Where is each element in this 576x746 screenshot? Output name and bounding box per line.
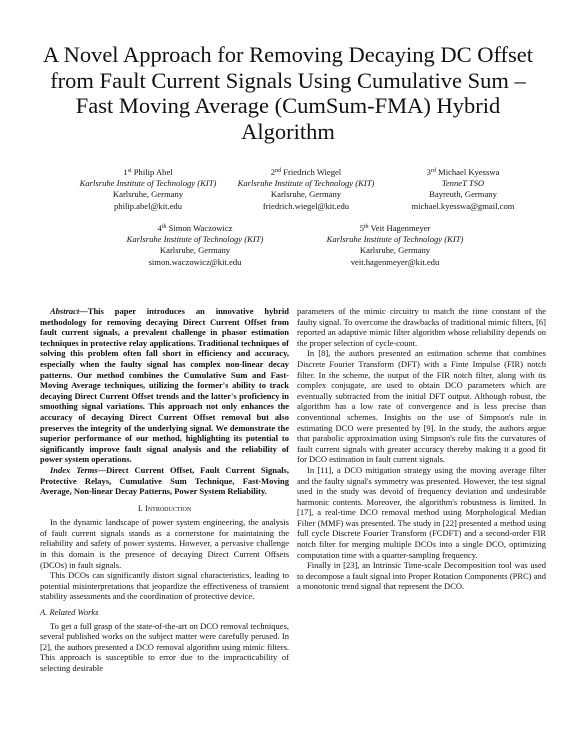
abstract-lead: Abstract [50,306,80,316]
author-location: Bayreuth, Germany [429,189,497,200]
left-column [40,306,289,674]
intro-paragraph-2: This DCOs can significantly distort signal characteristics, leading to potential misinterpretations that jeopardize the effectiveness of transient stability assessments and the coordination of protective device. [40,570,289,602]
author-affiliation: Karlsruhe Institute of Technology (KIT) [79,178,217,189]
abstract-text: —This paper introduces an innovative hybrid methodology for removing decaying Direct Current Offset from fault current signals, a prevalent challenge in phasor estimation techniques in protective relay applications. Traditional techniques of solving this problem often fall short in efficiency and accuracy, especially when the faulty signal has complex non-linear decay patterns. Our method combines the Cumulative Sum and Fast-Moving Average techniques, utilizing the former's ability to track decaying Direct Current Offset trends and the latter's proficiency in smoothing signal variations. This approach not only enhances the accuracy of decaying Direct Current Offset removal but also preserves the integrity of the underlying signal. We demonstrate the superior performance of our method, highlighting its potential to significantly improve fault signal analysis and the reliability of power system operations. [40,306,289,465]
right-paragraph-2: In [8], the authors presented an estimation scheme that combines Discrete Fourier Transform (DFT) with a Finte Impulse (FIR) notch filter. In the scheme, the output of the FIR notch filter, along with its complex conjugate, are used to obtain DCO parameters which are eventually subtracted from the initial DFT output. Although robust, the algorithm has a low rate of convergence and is less precise than conventional schemes. Insights on the use of Simpson's rule in estimating DCO were presented by [9]. In the study, the authors argue that parabolic approximation using Simpson's rule fits the curvatures of fault current signals with greater accuracy thereby making it a good fit for DCO estimation in fault current signals. [297,348,546,465]
right-paragraph-3: In [11], a DCO mitigation strategy using the moving average filter and the faulty signal's symmetry was presented. However, the test signal used in the study was devoid of frequency deviation and undesirable harmonic contents. Moreover, the algorithm's robustness is limited. In [17], a real-time DCO removal method using Morphological Median Filter (MMF) was presented. The study in [22] presented a method using full cycle Discrete Fourier Transform (FCDFT) and a second-order FIR notch filter for merging multiple DCOs into a single DCO, optimizing computation time with a quarter-sampling frequency. [297,464,546,560]
author-ordinal-suffix: nd [275,168,282,174]
author-ordinal-suffix: th [363,224,369,230]
author-ordinal-suffix: rd [430,168,436,174]
author-email: friedrich.wiegel@kit.edu [262,200,350,211]
author-location: Karlsruhe, Germany [270,189,342,200]
author-ordinal-suffix: th [161,224,167,230]
author-block-2 [216,167,396,212]
index-terms-lead: Index Terms [50,464,98,475]
intro-paragraph-1: In the dynamic landscape of power system engineering, the analysis of fault current signals stands as a cornerstone for maintaining the reliability and safety of power systems. However, a pervasive challenge in this domain is the presence of decaying Direct Current Offsets (DCOs) in fault signals. [40,517,289,570]
index-terms [40,465,289,497]
author-email: simon.waczowicz@kit.edu [148,256,242,267]
author-email: michael.kyesswa@gmail.com [411,200,515,211]
author-block-4 [100,223,290,268]
author-block-3 [373,167,553,212]
author-ordinal: 4 [157,223,162,233]
author-location: Karlsruhe, Germany [112,189,184,200]
index-terms-text: —Direct Current Offset, Fault Current Signals, Protective Relays, Cumulative Sum Technique, Fast-Moving Average, Non-linear Decay Patterns, Power System Reliability. [40,464,289,497]
author-ordinal: 1 [123,167,128,177]
subsection-heading-related-works: A. Related Works [40,607,99,618]
author-affiliation: TenneT TSO [441,178,485,189]
author-email: philip.abel@kit.edu [113,200,183,211]
author-email: veit.hagenmeyer@kit.edu [350,256,440,267]
author-affiliation: Karlsruhe Institute of Technology (KIT) [326,234,464,245]
author-name: Michael Kyesswa [438,167,500,177]
author-location: Karlsruhe, Germany [359,245,431,256]
author-block-5 [300,223,490,268]
author-affiliation: Karlsruhe Institute of Technology (KIT) [237,178,375,189]
author-ordinal: 2 [270,167,276,177]
author-name: Philip Abel [133,167,173,177]
author-affiliation: Karlsruhe Institute of Technology (KIT) [126,234,264,245]
right-column [297,306,546,592]
author-location: Karlsruhe, Germany [159,245,231,256]
author-block-1 [58,167,238,212]
right-paragraph-1: parameters of the mimic circuitry to match the time constant of the faulty signal. To overcome the drawbacks of traditional mimic filters, [6] reported an adaptive mimic filter algorithm whose reliability depends on the proper selection of cycle-count. [297,306,546,348]
related-works-paragraph-1: To get a full grasp of the state-of-the-art on DCO removal techniques, several published works on the subject matter were carefully perused. In [2], the authors presented a DCO removal algorithm using mimic filters. This approach is susceptible to error due to the impracticability of selecting desirable [40,620,289,673]
paper-title: A Novel Approach for Removing Decaying DC Offset from Fault Current Signals Using Cumulative Sum – Fast Moving Average (CumSum-FMA) Hybrid Algorithm [42,42,534,144]
author-ordinal: 3 [426,167,431,177]
author-ordinal: 5 [359,223,364,233]
author-ordinal-suffix: st [127,168,132,174]
abstract [40,306,289,465]
section-heading-introduction: I. Introduction [137,502,192,513]
right-paragraph-4: Finally in [23], an Intrinsic Time-scale Decomposition tool was used to decompose a fault signal into Proper Rotation Components (PRC) and a monotonic trend signal that represent the DCO. [297,560,546,592]
author-name: Simon Waczowicz [168,223,233,233]
author-name: Veit Hagenmeyer [370,223,431,233]
author-name: Friedrich Wiegel [283,167,342,177]
